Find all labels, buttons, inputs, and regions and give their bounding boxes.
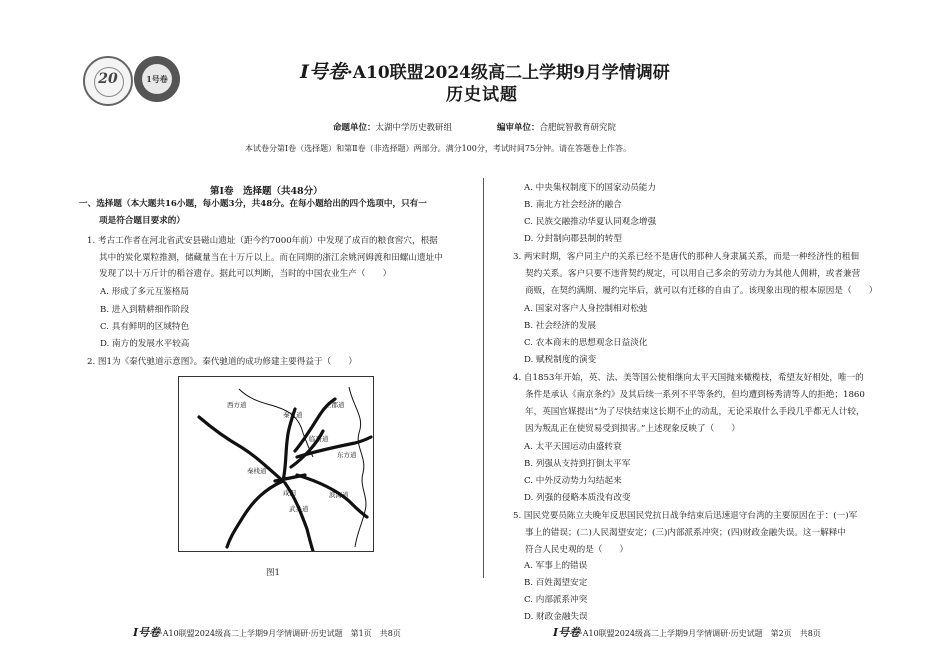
brand-mark: I号卷	[300, 61, 347, 83]
q2-option-d: D. 分封制向郡县制的转型	[524, 234, 622, 244]
map-label: 武关道	[289, 505, 309, 513]
map-label: 咸阳	[283, 489, 296, 497]
map-svg	[179, 377, 373, 551]
q5-option-b: B. 百姓渴望安定	[524, 578, 588, 588]
q1-option-b: B. 进入到精耕细作阶段	[100, 305, 190, 315]
map-label: 西方道	[227, 401, 247, 409]
q3-option-d: D. 赋税制度的演变	[524, 355, 597, 365]
q3-option-b: B. 社会经济的发展	[524, 321, 596, 331]
school-logo: 20	[83, 56, 133, 106]
road-west	[199, 417, 283, 481]
q1-stem: 其中的炭化粟粒推测，储藏量当在十万斤以上。而在同期的浙江余姚河姆渡和田螺山遗址中	[99, 253, 443, 263]
q2-option-c: C. 民族交融推动华夏认同观念增强	[524, 217, 657, 227]
q1-stem: 1. 考古工作者在河北省武安县磁山遗址（距今约7000年前）中发现了成百的粮食窖穴，根据	[87, 236, 438, 246]
q4-stem: 4. 自1853年开始，英、法、美等国公使相继向太平天国抛来橄榄枝，希望友好相处，唯一的	[513, 373, 864, 383]
q4-stem: 年，英国官媒提出“为了尽快结束这长期不止的动乱，无论采取什么手段几乎都无人计较，	[525, 407, 865, 417]
publisher-logo: 1号卷	[134, 56, 180, 102]
road-qin-direct	[283, 409, 295, 481]
q1-option-d: D. 南方的发展水平较高	[100, 339, 190, 349]
q5-option-d: D. 财政金融失误	[524, 612, 588, 622]
map-label: 临晋道	[309, 435, 329, 443]
section-intro: 项是符合题目要求的）	[99, 216, 185, 226]
q2-stem: 2. 图1为《秦代驰道示意图》。秦代驰道的成功修建主要得益于（ ）	[87, 357, 357, 367]
qin-roads-map	[178, 376, 374, 552]
exam-subtitle: 历史试题	[446, 85, 518, 105]
exam-title: I号卷·A10联盟2024级高二上学期9月学情调研	[300, 61, 670, 83]
q3-option-c: C. 农本商末的思想观念日益淡化	[524, 338, 648, 348]
river-yellow	[239, 389, 313, 457]
q1-option-a: A. 形成了多元互鉴格局	[100, 287, 190, 297]
q5-stem: 符合人民史观的是（ ）	[525, 545, 629, 555]
q4-option-a: A. 太平天国运动由盛转衰	[524, 442, 622, 452]
q3-stem: 3. 两宋时期，客户同主户的关系已经不是唐代的那种人身隶属关系，而是一种经济性的租佃	[513, 252, 860, 262]
q3-option-a: A. 国家对客户人身控制相对松弛	[524, 304, 648, 314]
section-intro: 一、选择题（本大题共16小题，每小题3分，共48分。在每小题给出的四个选项中，只有一	[79, 199, 427, 209]
q3-stem: 商贩，在契约满期、履约完毕后，就可以有迁移的自由了。该现象出现的根本原因是（ ）	[525, 286, 878, 296]
q4-option-d: D. 列强的侵略本质没有改变	[524, 493, 631, 503]
q4-option-c: C. 中外反动势力勾结起来	[524, 476, 622, 486]
coastline	[349, 387, 366, 547]
q2-option-b: B. 南北方社会经济的融合	[524, 200, 622, 210]
q2-option-a: A. 中央集权制度下的国家动员能力	[524, 183, 656, 193]
q3-stem: 契约关系。客户只要不违背契约规定，可以用自己多余的劳动力为其他人佣耕，或者兼营	[525, 269, 861, 279]
q4-stem: 因为叛乱正在使贸易受到损害。”上述现象反映了（ ）	[525, 424, 740, 434]
q5-stem: 5. 国民党要员陈立夫晚年反思国民党抗日战争结束后迅速退守台湾的主要原因在于：(一)军	[513, 511, 858, 521]
q5-stem: 事上的错误；(二)人民渴望安定；(三)内部派系冲突；(四)财政金融失误。这一解释中	[525, 528, 846, 538]
section-heading: 第Ⅰ卷 选择题（共48分）	[210, 186, 323, 197]
q4-option-b: B. 列强从支持到打倒太平军	[524, 459, 631, 469]
compiler-info: 命题单位：太湖中学历史教研组	[333, 123, 453, 133]
exam-instructions: 本试卷分第Ⅰ卷（选择题）和第Ⅱ卷（非选择题）两部分。满分100分，考试时间75分钟。请在答题卷上作答。	[245, 144, 632, 153]
map-label: 上郡道	[325, 401, 345, 409]
footer-left: I号卷·A10联盟2024级高二上学期9月学情调研·历史试题 第1页 共8页	[133, 626, 401, 639]
reviewer-info: 编审单位：合肥皖智教育研究院	[497, 123, 617, 133]
map-label: 秦栈道	[247, 467, 267, 475]
q5-option-c: C. 内部派系冲突	[524, 595, 588, 605]
q5-option-a: A. 军事上的错误	[524, 561, 588, 571]
map-label: 秦直道	[283, 411, 303, 419]
q1-option-c: C. 具有鲜明的区域特色	[100, 322, 190, 332]
q4-stem: 条件是承认《南京条约》及其后续一系列不平等条约，但均遭到杨秀清等人的拒绝；1860	[525, 390, 865, 400]
footer-right: I号卷·A10联盟2024级高二上学期9月学情调研·历史试题 第2页 共8页	[553, 626, 821, 639]
road-qinzhan	[227, 481, 283, 547]
column-divider	[483, 178, 484, 578]
map-label: 滨海道	[329, 491, 349, 499]
q1-stem: 发现了以十万斤计的稻谷遗存。据此可以判断，当时的中国农业生产（ ）	[99, 269, 392, 279]
map-label: 东方道	[337, 451, 357, 459]
figure-caption: 图1	[266, 568, 280, 578]
